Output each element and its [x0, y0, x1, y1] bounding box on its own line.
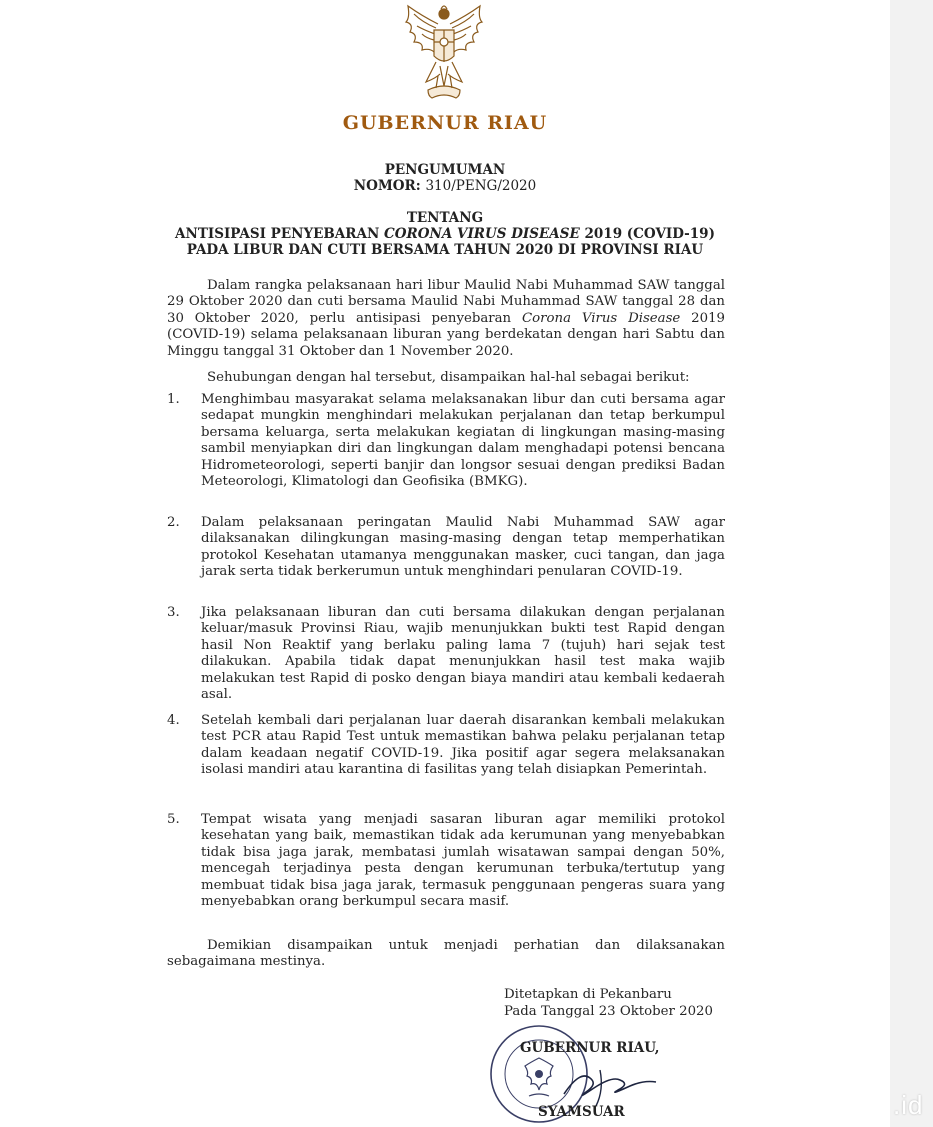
garuda-emblem-icon: [400, 2, 488, 104]
watermark-text: .id: [893, 1090, 924, 1120]
item-number: 5.: [167, 812, 180, 827]
signing-date: Pada Tanggal 23 Oktober 2020: [504, 1004, 713, 1019]
document-type: PENGUMUMAN: [384, 162, 506, 178]
list-item: Menghimbau masyarakat selama melaksanakan libur dan cuti bersama agar sedapat mungkin menghindari melakukan perjalanan dan tetap berkumpul bersama keluarga, serta melakukan kegiatan di lingkungan masing-masing sambil menyiapkan diri dan lingkungan dalam menghadapi potensi bencana Hidrometeorologi, seperti banjir dan longsor sesuai dengan prediksi Badan Meteorologi, Klimatologi dan Geofisika (BMKG).: [201, 392, 725, 490]
subject-line-1: [0, 226, 890, 242]
subject-line-2: PADA LIBUR DAN CUTI BERSAMA TAHUN 2020 DI PROVINSI RIAU: [186, 242, 704, 258]
background-strip: [890, 0, 933, 1127]
about-label: TENTANG: [406, 210, 484, 226]
item-number: 2.: [167, 515, 180, 530]
closing-paragraph: Demikian disampaikan untuk menjadi perhatian dan dilaksanakan sebagaimana mestinya.: [167, 938, 725, 970]
list-item: Jika pelaksanaan liburan dan cuti bersama dilakukan dengan perjalanan keluar/masuk Provinsi Riau, wajib menunjukkan bukti test Rapid dengan hasil Non Reaktif yang berlaku paling lama 7 (tujuh) hari sejak test dilakukan. Apabila tidak dapat menunjukkan hasil test maka wajib melakukan test Rapid di posko dengan biaya mandiri atau kembali kedaerah asal.: [201, 605, 725, 703]
intro-paragraph: [167, 278, 725, 360]
list-item: Setelah kembali dari perjalanan luar daerah disarankan kembali melakukan test PCR atau Rapid Test untuk memastikan bahwa pelaku perjalanan tetap dalam keadaan negatif COVID-19. Jika positif agar segera melaksanakan isolasi mandiri atau karantina di fasilitas yang telah disiapkan Pemerintah.: [201, 713, 725, 778]
item-number: 1.: [167, 392, 180, 407]
subject-part-c: 2019 (COVID-19): [579, 226, 715, 242]
item-number: 3.: [167, 605, 180, 620]
signing-place: Ditetapkan di Pekanbaru: [504, 987, 672, 1002]
intro-text-italic: Corona Virus Disease: [521, 310, 681, 326]
intro-text-a: Dalam rangka pelaksanaan hari libur Maulid Nabi Muhammad SAW tanggal 29 Oktober 2020 dan cuti bersama Maulid Nabi Muhammad SAW tanggal 28 dan 30 Oktober 2020, perlu antisipasi penyebaran: [167, 278, 725, 326]
list-item: Tempat wisata yang menjadi sasaran liburan agar memiliki protokol kesehatan yang baik, memastikan tidak ada kerumunan yang menyebabkan tidak bisa jaga jarak, membatasi jumlah wisatawan sampai dengan 50%, mencegah terjadinya pesta dengan kerumunan terbuka/tertutup yang membuat tidak bisa jaga jarak, termasuk penggunaan pengeras suara yang menyebabkan orang berkumpul secara masif.: [201, 812, 725, 910]
signatory-name: SYAMSUAR: [538, 1104, 625, 1120]
office-title: GUBERNUR RIAU: [342, 112, 548, 134]
item-number: 4.: [167, 713, 180, 728]
intro-text-b: 2019 (COVID-19) selama pelaksanaan liburan yang berdekatan dengan hari Sabtu dan Minggu tanggal 31 Oktober dan 1 November 2020.: [167, 310, 725, 359]
lead-paragraph: Sehubungan dengan hal tersebut, disampaikan hal-hal sebagai berikut:: [207, 370, 690, 385]
handwritten-signature-icon: [560, 1050, 660, 1110]
signatory-title: GUBERNUR RIAU,: [520, 1040, 660, 1056]
document-number: [0, 178, 890, 194]
subject-part-italic: CORONA VIRUS DISEASE: [384, 226, 580, 242]
number-value: 310/PENG/2020: [425, 178, 537, 194]
number-label: NOMOR:: [353, 178, 421, 194]
subject-part-a: ANTISIPASI PENYEBARAN: [175, 226, 384, 242]
list-item: Dalam pelaksanaan peringatan Maulid Nabi Muhammad SAW agar dilaksanakan dilingkungan masing-masing dengan tetap memperhatikan protokol Kesehatan utamanya menggunakan masker, cuci tangan, dan jaga jarak serta tidak berkerumun untuk menghindari penularan COVID-19.: [201, 515, 725, 580]
